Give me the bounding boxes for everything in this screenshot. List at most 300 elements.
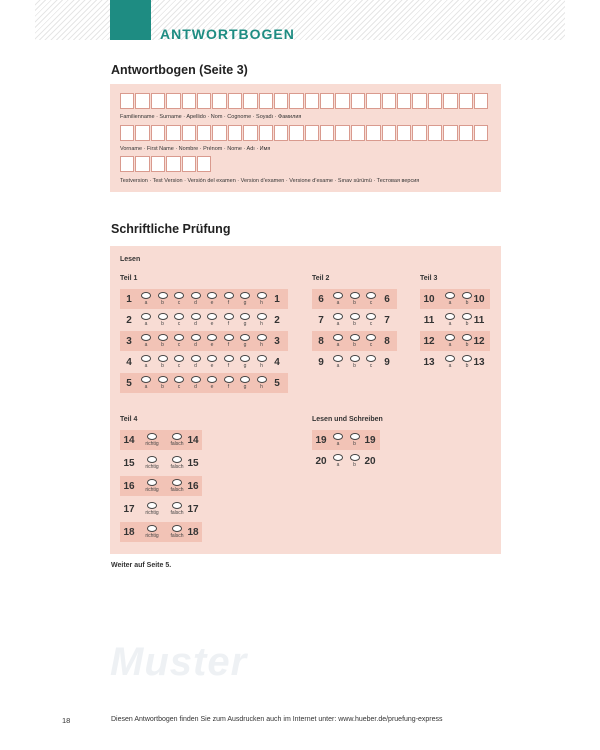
question-number-right: 11 [473,315,485,326]
section-title-answer-sheet: Antwortbogen (Seite 3) [111,63,248,77]
input-cell[interactable] [305,125,319,141]
answer-bubble[interactable] [158,334,168,341]
answer-option-c[interactable] [365,292,377,308]
input-cell[interactable] [459,125,473,141]
answer-bubble[interactable] [333,454,343,461]
answer-option-g[interactable] [239,376,251,392]
answer-bubble[interactable] [257,334,267,341]
answer-bubble[interactable] [224,292,234,299]
option-label: e [210,321,214,327]
answer-option-b[interactable] [157,313,169,329]
option-label: falsch [170,441,184,447]
answer-option-f[interactable] [223,313,235,329]
lesen-label: Lesen [120,256,141,263]
option-label: b [161,300,164,306]
answer-bubble[interactable] [366,292,376,299]
option-label: richtig [145,510,159,516]
question-number: 18 [123,527,135,538]
answer-option-d[interactable] [190,292,202,308]
input-cell[interactable] [459,93,473,109]
personal-data-panel [110,84,501,192]
input-cell[interactable] [289,93,303,109]
option-label: a [144,384,148,390]
input-cell[interactable] [243,125,257,141]
answer-bubble[interactable] [240,313,250,320]
answer-option-f[interactable] [223,292,235,308]
input-cell[interactable] [412,125,426,141]
answer-bubble[interactable] [158,292,168,299]
firstname-input-cells[interactable] [120,125,489,141]
answer-bubble[interactable] [240,355,250,362]
option-label: d [194,363,197,369]
teil4-label: Teil 4 [120,416,138,423]
answer-option-f[interactable] [223,355,235,371]
answer-option-b[interactable] [157,355,169,371]
input-cell[interactable] [305,93,319,109]
answer-row [312,352,397,372]
answer-option-c[interactable] [173,355,185,371]
option-label: falsch [170,510,184,516]
option-label: a [144,321,148,327]
answer-bubble[interactable] [207,355,217,362]
answer-option-b[interactable] [157,292,169,308]
answer-bubble[interactable] [350,355,360,362]
option-label: b [465,300,469,306]
input-cell[interactable] [382,93,396,109]
answer-option-d[interactable] [190,313,202,329]
input-cell[interactable] [151,93,165,109]
answer-bubble[interactable] [333,313,343,320]
option-label: e [210,363,214,369]
answer-option-falsch[interactable] [167,456,187,472]
input-cell[interactable] [135,156,149,172]
option-label: richtig [145,441,159,447]
input-cell[interactable] [335,125,349,141]
answer-bubble[interactable] [207,334,217,341]
answer-row [120,352,288,372]
input-cell[interactable] [135,93,149,109]
question-number: 2 [126,315,132,326]
answer-bubble[interactable] [333,355,343,362]
firstname-label: Vorname · First Name · Nombre · Prénom · Nome · Adı · Имя [120,146,271,152]
question-number: 13 [423,357,435,368]
answer-option-c[interactable] [365,355,377,371]
option-label: a [336,321,340,327]
question-number: 19 [315,435,327,446]
answer-option-b[interactable] [157,334,169,350]
answer-option-d[interactable] [190,376,202,392]
input-cell[interactable] [366,93,380,109]
answer-bubble[interactable] [462,313,472,320]
answer-bubble[interactable] [240,292,250,299]
exam-answer-panel [110,246,501,554]
answer-option-h[interactable] [256,334,268,350]
input-cell[interactable] [351,93,365,109]
answer-bubble[interactable] [191,334,201,341]
answer-bubble[interactable] [445,292,455,299]
question-number: 17 [123,504,135,515]
answer-option-g[interactable] [239,292,251,308]
answer-bubble[interactable] [172,479,182,486]
answer-option-a[interactable] [444,355,456,371]
answer-bubble[interactable] [191,313,201,320]
answer-row [420,289,490,309]
continue-note: Weiter auf Seite 5. [111,562,172,569]
input-cell[interactable] [320,125,334,141]
input-cell[interactable] [120,125,134,141]
answer-row [312,430,380,450]
answer-option-b[interactable] [157,376,169,392]
input-cell[interactable] [182,156,196,172]
answer-row [120,430,202,450]
option-label: f [227,363,230,369]
answer-bubble[interactable] [174,292,184,299]
input-cell[interactable] [397,93,411,109]
answer-bubble[interactable] [445,334,455,341]
input-cell[interactable] [351,125,365,141]
answer-option-b[interactable] [349,334,361,350]
option-label: c [177,342,181,348]
option-label: a [144,342,148,348]
input-cell[interactable] [366,125,380,141]
input-cell[interactable] [243,93,257,109]
answer-option-e[interactable] [206,355,218,371]
answer-bubble[interactable] [147,525,157,532]
answer-option-e[interactable] [206,334,218,350]
option-label: c [177,321,181,327]
answer-row [312,451,380,471]
question-number-right: 15 [187,458,199,469]
answer-option-falsch[interactable] [167,479,187,495]
option-label: a [336,300,340,306]
option-label: a [448,321,452,327]
answer-option-b[interactable] [349,454,361,470]
answer-bubble[interactable] [224,376,234,383]
answer-row [420,310,490,330]
question-number: 14 [123,435,135,446]
answer-bubble[interactable] [257,376,267,383]
answer-option-a[interactable] [140,313,152,329]
input-cell[interactable] [166,125,180,141]
input-cell[interactable] [259,125,273,141]
option-label: d [194,321,197,327]
answer-bubble[interactable] [257,313,267,320]
answer-bubble[interactable] [224,334,234,341]
teil1-label: Teil 1 [120,275,138,282]
answer-bubble[interactable] [462,292,472,299]
option-label: b [353,342,356,348]
answer-bubble[interactable] [147,502,157,509]
answer-bubble[interactable] [158,376,168,383]
input-cell[interactable] [197,156,211,172]
answer-option-d[interactable] [190,334,202,350]
input-cell[interactable] [197,125,211,141]
answer-row [120,373,288,393]
answer-bubble[interactable] [174,313,184,320]
answer-option-a[interactable] [444,292,456,308]
test-version-input-cells[interactable] [120,156,212,172]
answer-bubble[interactable] [224,313,234,320]
answer-bubble[interactable] [350,454,360,461]
input-cell[interactable] [335,93,349,109]
question-number: 5 [126,378,132,389]
answer-option-h[interactable] [256,355,268,371]
option-label: f [227,321,230,327]
option-label: a [144,363,148,369]
answer-option-falsch[interactable] [167,502,187,518]
answer-bubble[interactable] [207,376,217,383]
question-number: 12 [423,336,435,347]
option-label: b [161,342,164,348]
header-title: ANTWORTBOGEN [160,26,295,42]
question-number-right: 9 [384,357,390,368]
option-label: richtig [145,487,159,493]
input-cell[interactable] [228,125,242,141]
answer-option-richtig[interactable] [142,502,162,518]
input-cell[interactable] [289,125,303,141]
answer-bubble[interactable] [141,313,151,320]
option-label: f [227,384,230,390]
answer-bubble[interactable] [207,313,217,320]
input-cell[interactable] [151,125,165,141]
answer-bubble[interactable] [174,355,184,362]
answer-bubble[interactable] [191,376,201,383]
answer-bubble[interactable] [462,334,472,341]
option-label: a [336,462,340,468]
question-number-right: 3 [274,336,280,347]
surname-input-cells[interactable] [120,93,489,109]
answer-option-c[interactable] [173,313,185,329]
answer-option-e[interactable] [206,313,218,329]
question-number-right: 12 [473,336,485,347]
answer-bubble[interactable] [207,292,217,299]
answer-bubble[interactable] [350,433,360,440]
input-cell[interactable] [120,156,134,172]
input-cell[interactable] [166,156,180,172]
answer-bubble[interactable] [147,433,157,440]
input-cell[interactable] [182,93,196,109]
header-accent-block [110,0,151,40]
page-number: 18 [62,716,71,725]
answer-row [120,522,202,542]
option-label: h [260,300,263,306]
answer-option-falsch[interactable] [167,433,187,449]
answer-option-g[interactable] [239,313,251,329]
question-number-right: 20 [364,456,376,467]
answer-bubble[interactable] [172,456,182,463]
question-number: 3 [126,336,132,347]
answer-bubble[interactable] [191,292,201,299]
answer-bubble[interactable] [462,355,472,362]
input-cell[interactable] [197,93,211,109]
option-label: c [369,363,373,369]
question-number-right: 19 [364,435,376,446]
answer-option-b[interactable] [349,433,361,449]
question-number-right: 17 [187,504,199,515]
answer-option-richtig[interactable] [142,525,162,541]
answer-bubble[interactable] [147,479,157,486]
answer-bubble[interactable] [172,525,182,532]
input-cell[interactable] [274,93,288,109]
answer-option-a[interactable] [140,334,152,350]
answer-option-e[interactable] [206,376,218,392]
answer-option-a[interactable] [332,313,344,329]
input-cell[interactable] [166,93,180,109]
option-label: h [260,363,263,369]
answer-bubble[interactable] [141,292,151,299]
answer-bubble[interactable] [445,313,455,320]
input-cell[interactable] [428,125,442,141]
question-number: 11 [423,315,435,326]
answer-option-h[interactable] [256,313,268,329]
answer-bubble[interactable] [445,355,455,362]
input-cell[interactable] [443,93,457,109]
input-cell[interactable] [474,125,488,141]
question-number: 16 [123,481,135,492]
answer-option-f[interactable] [223,334,235,350]
input-cell[interactable] [412,93,426,109]
input-cell[interactable] [212,125,226,141]
answer-bubble[interactable] [224,355,234,362]
answer-option-richtig[interactable] [142,456,162,472]
answer-bubble[interactable] [333,334,343,341]
input-cell[interactable] [135,125,149,141]
question-number: 20 [315,456,327,467]
question-number-right: 1 [274,294,280,305]
answer-row [312,289,397,309]
input-cell[interactable] [474,93,488,109]
answer-option-a[interactable] [444,334,456,350]
option-label: b [465,321,469,327]
answer-bubble[interactable] [240,334,250,341]
option-label: falsch [170,533,184,539]
question-number: 10 [423,294,435,305]
answer-bubble[interactable] [350,334,360,341]
answer-bubble[interactable] [257,355,267,362]
answer-bubble[interactable] [191,355,201,362]
answer-option-c[interactable] [173,292,185,308]
answer-option-a[interactable] [444,313,456,329]
answer-row [120,310,288,330]
option-label: b [161,321,164,327]
answer-bubble[interactable] [172,433,182,440]
answer-option-c[interactable] [365,334,377,350]
muster-watermark: Muster [110,640,248,684]
option-label: f [227,300,230,306]
answer-option-a[interactable] [140,292,152,308]
answer-bubble[interactable] [350,292,360,299]
input-cell[interactable] [212,93,226,109]
answer-option-e[interactable] [206,292,218,308]
answer-bubble[interactable] [141,376,151,383]
option-label: a [336,441,340,447]
question-number: 6 [318,294,324,305]
option-label: a [448,342,452,348]
input-cell[interactable] [443,125,457,141]
input-cell[interactable] [182,125,196,141]
answer-bubble[interactable] [333,292,343,299]
answer-option-a[interactable] [332,433,344,449]
input-cell[interactable] [259,93,273,109]
answer-bubble[interactable] [172,502,182,509]
option-label: g [243,300,247,306]
answer-option-b[interactable] [349,355,361,371]
option-label: b [353,321,356,327]
answer-bubble[interactable] [333,433,343,440]
input-cell[interactable] [274,125,288,141]
input-cell[interactable] [228,93,242,109]
answer-option-c[interactable] [173,376,185,392]
footer-text: Diesen Antwortbogen finden Sie zum Ausdrucken auch im Internet unter: www.hueber.de/pruefung-express [111,716,443,723]
answer-bubble[interactable] [174,334,184,341]
answer-bubble[interactable] [240,376,250,383]
input-cell[interactable] [382,125,396,141]
answer-option-a[interactable] [332,355,344,371]
answer-option-a[interactable] [332,292,344,308]
option-label: b [465,363,469,369]
answer-option-richtig[interactable] [142,479,162,495]
answer-option-g[interactable] [239,334,251,350]
question-number-right: 5 [274,378,280,389]
option-label: f [227,342,230,348]
question-number-right: 13 [473,357,485,368]
answer-bubble[interactable] [257,292,267,299]
answer-bubble[interactable] [158,313,168,320]
answer-bubble[interactable] [350,313,360,320]
answer-option-b[interactable] [349,313,361,329]
input-cell[interactable] [397,125,411,141]
answer-option-a[interactable] [332,454,344,470]
lesen-und-schreiben-label: Lesen und Schreiben [312,416,383,423]
answer-option-g[interactable] [239,355,251,371]
answer-row [312,310,397,330]
answer-bubble[interactable] [147,456,157,463]
option-label: e [210,342,214,348]
section-title-written-exam: Schriftliche Prüfung [111,222,231,236]
answer-bubble[interactable] [366,334,376,341]
option-label: e [210,300,214,306]
question-number-right: 8 [384,336,390,347]
answer-option-d[interactable] [190,355,202,371]
answer-bubble[interactable] [366,313,376,320]
answer-bubble[interactable] [366,355,376,362]
answer-bubble[interactable] [174,376,184,383]
answer-option-c[interactable] [365,313,377,329]
option-label: a [448,363,452,369]
option-label: c [177,384,181,390]
answer-option-h[interactable] [256,292,268,308]
question-number: 4 [126,357,132,368]
input-cell[interactable] [120,93,134,109]
answer-bubble[interactable] [141,334,151,341]
input-cell[interactable] [428,93,442,109]
answer-option-a[interactable] [140,355,152,371]
answer-option-falsch[interactable] [167,525,187,541]
answer-option-f[interactable] [223,376,235,392]
answer-option-h[interactable] [256,376,268,392]
answer-option-richtig[interactable] [142,433,162,449]
answer-bubble[interactable] [141,355,151,362]
answer-option-a[interactable] [140,376,152,392]
input-cell[interactable] [320,93,334,109]
question-number-right: 16 [187,481,199,492]
answer-bubble[interactable] [158,355,168,362]
answer-option-b[interactable] [349,292,361,308]
answer-option-c[interactable] [173,334,185,350]
answer-option-a[interactable] [332,334,344,350]
option-label: b [465,342,469,348]
input-cell[interactable] [151,156,165,172]
